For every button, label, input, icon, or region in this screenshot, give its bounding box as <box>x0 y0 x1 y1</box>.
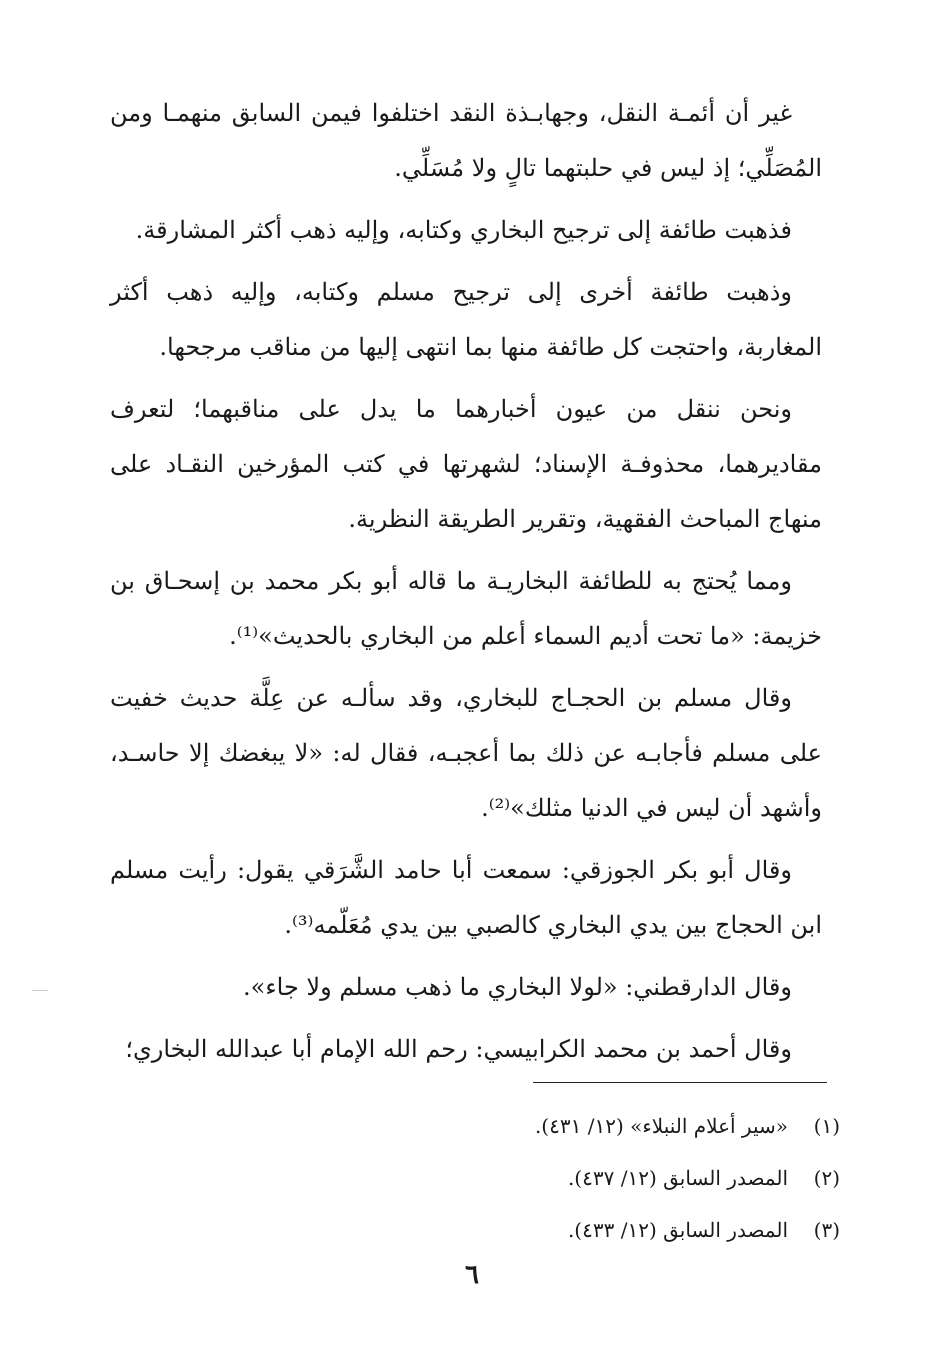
footnote-number: (٢) <box>813 1166 840 1190</box>
paragraph-8: وقال الدارقطني: «لولا البخاري ما ذهب مسلم ولا جاء». <box>243 973 792 1001</box>
paragraph-4: ونحن ننقل من عيون أخبارهما ما يدل على مناقبهما؛ لتعرف مقاديرهما، محذوفـة الإسناد؛ لشهرتها في كتب المؤرخين النقـاد على منهاج المباحث الفقهية، وتقرير الطريقة النظرية. <box>110 395 822 533</box>
page-number: ٦ <box>465 1260 479 1290</box>
footnote-1 <box>400 1100 840 1152</box>
footnote-number: (٣) <box>813 1218 840 1242</box>
footnote-text: «سير أعلام النبلاء» (١٢/ ٤٣١). <box>534 1114 788 1138</box>
paragraph-1: غير أن أئمـة النقل، وجهابـذة النقد اختلفوا فيمن السابق منهمـا ومن المُصَلِّي؛ إذ ليس في حلبتهما تالٍ ولا مُسَلِّي. <box>110 99 822 182</box>
margin-mark <box>32 990 48 991</box>
paragraph-6: وقال مسلم بن الحجـاج للبخاري، وقد سألـه عن عِلَّة حديث خفيت على مسلم فأجابـه عن ذلك بما أعجبـه، فقال له: «لا يبغضك إلا حاسـد، وأشهد أن ليس في الدنيا مثلك»⁽²⁾. <box>110 684 822 822</box>
footnote-text: المصدر السابق (١٢/ ٤٣٧). <box>567 1166 788 1190</box>
main-text <box>110 86 822 1084</box>
paragraph-5: ومما يُحتج به للطائفة البخاريـة ما قاله أبو بكر محمد بن إسحـاق بن خزيمة: «ما تحت أديم السماء أعلم من البخاري بالحديث»⁽¹⁾. <box>110 567 822 650</box>
footnote-number: (١) <box>813 1114 840 1138</box>
footnotes <box>400 1100 840 1256</box>
paragraph-3: وذهبت طائفة أخرى إلى ترجيح مسلم وكتابه، وإليه ذهب أكثر المغاربة، واحتجت كل طائفة منها بما انتهى إليها من مناقب مرجحها. <box>110 278 822 361</box>
footnote-text: المصدر السابق (١٢/ ٤٣٣). <box>567 1218 788 1242</box>
paragraph-7: وقال أبو بكر الجوزقي: سمعت أبا حامد الشَّرَقي يقول: رأيت مسلم ابن الحجاج بين يدي البخاري كالصبي بين يدي مُعَلّمه⁽³⁾. <box>110 856 822 939</box>
paragraph-9: وقال أحمد بن محمد الكرابيسي: رحم الله الإمام أبا عبدالله البخاري؛ <box>125 1035 792 1063</box>
footnote-separator <box>533 1082 827 1083</box>
footnote-3 <box>400 1204 840 1256</box>
footnote-2 <box>400 1152 840 1204</box>
paragraph-2: فذهبت طائفة إلى ترجيح البخاري وكتابه، وإليه ذهب أكثر المشارقة. <box>135 216 792 244</box>
